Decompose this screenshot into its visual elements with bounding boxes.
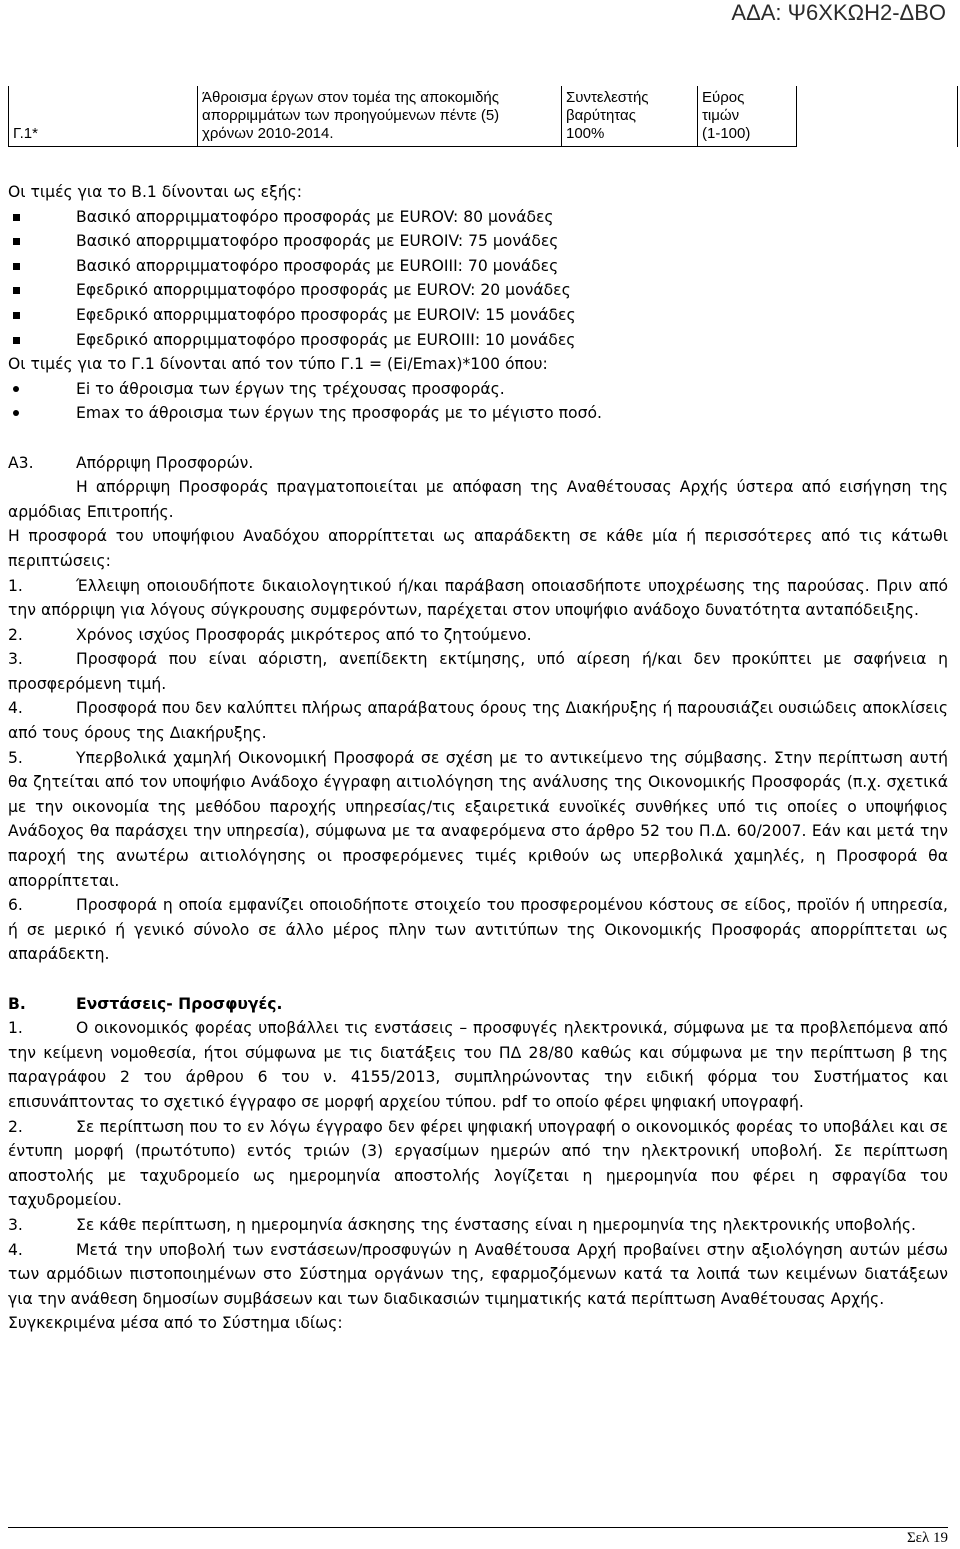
square-bullet-icon xyxy=(13,337,20,344)
square-bullet-icon xyxy=(13,312,20,319)
b-item: 2. Σε περίπτωση που το εν λόγω έγγραφο δεν φέρει ψηφιακή υπογραφή ο οικονομικός φορέας το υποβάλει και σε έντυπη μορφή (πρωτότυπο) εντός τριών (3) εργασίμων ημερών από την ηλεκτρονική υποβολή. Σε περίπτωση αποστολής με ταχυδρομείο ως ημερομηνία αποστολής λογίζεται η ημερομηνία που φέρει η σφραγίδα του ταχυδρομείου. xyxy=(8,1117,948,1210)
empty-cell xyxy=(797,86,958,147)
document-body xyxy=(8,180,948,1336)
criterion-code: Γ.1* xyxy=(9,86,198,147)
footer-divider xyxy=(8,1527,948,1528)
definition-list xyxy=(8,377,948,426)
criterion-weight: Συντελεστής βαρύτητας 100% xyxy=(562,86,698,147)
a3-item: 1. Έλλειψη οποιουδήποτε δικαιολογητικού ή/και παράβαση οποιασδήποτε υποχρέωσης της παρούσας. Πριν από την απόρριψη για λόγους σύγκρουσης συμφερόντων, παρέχεται στον υποψήφιο ανάδοχο δυνατότητα ανταπόδειξης. xyxy=(8,576,948,620)
section-a3-heading: A3. Απόρριψη Προσφορών. xyxy=(8,453,254,472)
section-a3-para1: Η απόρριψη Προσφοράς πραγματοποιείται με απόφαση της Αναθέτουσας Αρχής ύστερα από εισήγηση της αρμόδιας Επιτροπής. xyxy=(8,478,948,521)
criterion-range: Εύρος τιμών (1-100) xyxy=(698,86,797,147)
square-bullet-icon xyxy=(13,238,20,245)
a3-item: 2. Χρόνος ισχύος Προσφοράς μικρότερος από το ζητούμενο. xyxy=(8,625,532,644)
round-bullet-icon xyxy=(13,410,19,416)
round-bullet-icon xyxy=(13,386,19,392)
criterion-description: Άθροισμα έργων στον τομέα της αποκομιδής απορριμμάτων των προηγούμενων πέντε (5) χρόνων 2010-2014. xyxy=(198,86,562,147)
list-item: Βασικό απορριμματοφόρο προσφοράς με EUROV: 80 μονάδες xyxy=(8,205,948,230)
table-row xyxy=(9,86,958,147)
list-item: Εφεδρικό απορριμματοφόρο προσφοράς με EUROV: 20 μονάδες xyxy=(8,278,948,303)
criteria-table xyxy=(8,86,958,147)
a3-item: 3. Προσφορά που είναι αόριστη, ανεπίδεκτη εκτίμησης, υπό αίρεση ή/και δεν προκύπτει με σαφήνεια η προσφερόμενη τιμή. xyxy=(8,650,948,693)
section-a3-para2: Η προσφορά του υποψήφιου Αναδόχου απορρίπτεται ως απαράδεκτη σε κάθε μία ή περισσότερες από τις κάτωθι περιπτώσεις: xyxy=(8,527,948,570)
list-item: Εφεδρικό απορριμματοφόρο προσφοράς με EUROIII: 10 μονάδες xyxy=(8,328,948,353)
list-item: Emax το άθροισμα των έργων της προσφοράς με το μέγιστο ποσό. xyxy=(8,401,948,426)
square-bullet-icon xyxy=(13,287,20,294)
section-b-heading: B. Ενστάσεις- Προσφυγές. xyxy=(8,994,283,1013)
document-id: ΑΔΑ: Ψ6ΧΚΩΗ2-ΔΒΟ xyxy=(731,0,946,25)
b-closing: Συγκεκριμένα μέσα από το Σύστημα ιδίως: xyxy=(8,1314,343,1333)
square-bullet-icon xyxy=(13,263,20,270)
page-number: Σελ 19 xyxy=(906,1530,948,1546)
a3-item: 6. Προσφορά η οποία εμφανίζει οποιοδήποτε στοιχείο του προσφερομένου κόστους σε είδος, προϊόν ή υπηρεσία, ή σε μερικό ή γενικό σύνολο σε άλλο μέρος πλην των αντιτύπων της Οικονομικής Προσφοράς απορρίπτεται ως απαράδεκτη. xyxy=(8,896,948,964)
b-item: 4. Μετά την υποβολή των ενστάσεων/προσφυγών η Αναθέτουσα Αρχή προβαίνει στην αξιολόγηση αυτών μέσω των αρμόδιων πιστοποιημένων στο Σύστημα οργάνων της, εφαρμοζόμενων κατά τα λοιπά των κειμένων διατάξεων για την ανάθεση δημοσίων συμβάσεων και των διαδικασιών τιμηματικής κατά περίπτωση Αναθέτουσας Αρχής. xyxy=(8,1240,948,1308)
b-item: 3. Σε κάθε περίπτωση, η ημερομηνία άσκησης της ένστασης είναι η ημερομηνία της ηλεκτρονικής υποβολής. xyxy=(8,1215,916,1234)
a3-item: 4. Προσφορά που δεν καλύπτει πλήρως απαράβατους όρους της Διακήρυξης ή παρουσιάζει ουσιώδεις αποκλίσεις από τους όρους της Διακήρυξης. xyxy=(8,699,948,743)
list-item: Ei το άθροισμα των έργων της τρέχουσας προσφοράς. xyxy=(8,377,948,402)
intro-text: Οι τιμές για το Β.1 δίνονται ως εξής: xyxy=(8,183,303,201)
list-item: Βασικό απορριμματοφόρο προσφοράς με EUROIII: 70 μονάδες xyxy=(8,254,948,279)
vehicle-list xyxy=(8,205,948,353)
list-item: Βασικό απορριμματοφόρο προσφοράς με EUROIV: 75 μονάδες xyxy=(8,229,948,254)
formula-text: Οι τιμές για το Γ.1 δίνονται από τον τύπο Γ.1 = (Ei/Emax)*100 όπου: xyxy=(8,355,548,374)
a3-item: 5. Υπερβολικά χαμηλή Οικονομική Προσφορά σε σχέση με το αντικείμενο της σύμβασης. Στην περίπτωση αυτή θα ζητείται από τον υποψήφιο Ανάδοχο έγγραφη αιτιολόγηση της ανάλυσης της Οικονομικής Προσφοράς (π.χ. σχετικά με την οικονομία της μεθόδου παροχής υπηρεσίας/τις εξαιρετικά ευνοϊκές συνθήκες υπό τις οποίες ο υποψήφιος Ανάδοχος θα παράσχει την υπηρεσία), σύμφωνα με τα αναφερόμενα στο άρθρο 52 του Π.Δ. 60/2007. Εάν και μετά την παροχή της ανωτέρω αιτιολόγησης οι προσφερόμενες τιμές κριθούν ως υπερβολικά χαμηλές, η Προσφορά θα απορρίπτεται. xyxy=(8,748,948,890)
square-bullet-icon xyxy=(13,214,20,221)
b-item: 1. Ο οικονομικός φορέας υποβάλλει τις ενστάσεις – προσφυγές ηλεκτρονικά, σύμφωνα με τα προβλεπόμενα από την κείμενη νομοθεσία, ήτοι σύμφωνα με τις διατάξεις του ΠΔ 28/80 καθώς και σύμφωνα με την περίπτωση β της παραγράφου 2 του άρθρου 6 του ν. 4155/2013, συμπληρώνοντας την ειδική φόρμα του Συστήματος και επισυνάπτοντας το σχετικό έγγραφο σε μορφή αρχείου τύπου. pdf το οποίο φέρει ψηφιακή υπογραφή. xyxy=(8,1019,948,1111)
list-item: Εφεδρικό απορριμματοφόρο προσφοράς με EUROIV: 15 μονάδες xyxy=(8,303,948,328)
